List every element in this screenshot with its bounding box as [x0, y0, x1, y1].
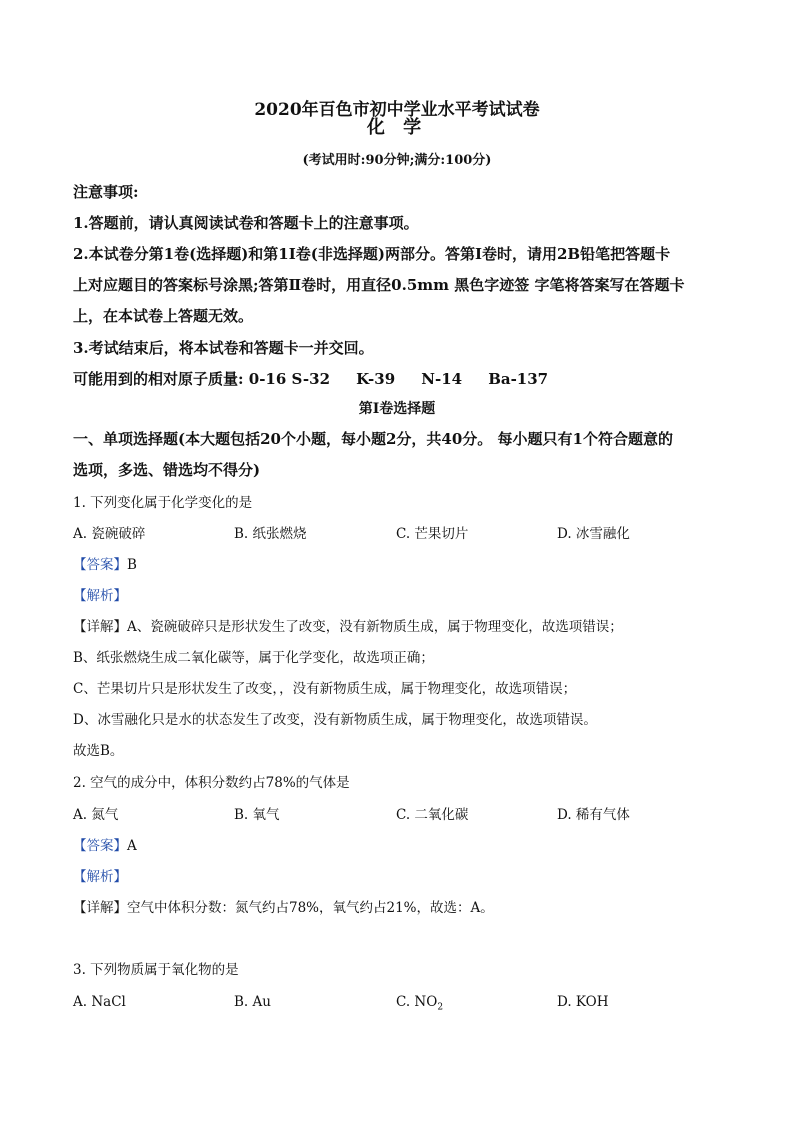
question-1-detail-line-4: D、冰雪融化只是水的状态发生了改变，没有新物质生成，属于物理变化，故选项错误。 [73, 712, 597, 728]
question-1-option-a: A. 瓷碗破碎 [73, 526, 146, 542]
question-1-detail-line-2: B、纸张燃烧生成二氧化碳等，属于化学变化，故选项正确； [73, 650, 434, 666]
notice-item-2-line-3: 上，在本试卷上答题无效。 [73, 307, 254, 325]
option-c-text: C. NO [396, 994, 438, 1010]
notice-item-2-line-1: 2.本试卷分第1卷(选择题)和第1I卷(非选择题)两部分。答第I卷时，请用2B铅笔把答题卡 [73, 245, 671, 263]
question-1-option-d: D. 冰雪融化 [557, 526, 630, 542]
subject-title: 化 学 [366, 117, 428, 138]
question-1-analysis-tag: 【解析】 [73, 588, 127, 604]
exam-info: (考试用时:90分钟;满分:100分) [302, 153, 492, 168]
detail-text: 空气中体积分数：氮气约占78%，氧气约占21%，故选：A。 [127, 900, 494, 916]
question-2-stem: 2. 空气的成分中，体积分数约占78%的气体是 [73, 775, 350, 791]
question-2-option-a: A. 氮气 [73, 807, 119, 823]
section-intro-line-1: 一、单项选择题(本大题包括20个小题，每小题2分，共40分。 每小题只有1个符合题意的 [73, 430, 673, 448]
question-2-detail-line-1 [73, 898, 494, 918]
option-c-subscript: 2 [437, 1002, 444, 1013]
notice-heading: 注意事项: [73, 183, 139, 201]
answer-value: A [127, 838, 137, 854]
question-2-analysis-tag: 【解析】 [73, 869, 127, 885]
question-2-answer [73, 836, 137, 856]
notice-item-2-line-2: 上对应题目的答案标号涂黑;答第Ⅱ卷时，用直径0.5mm 黑色字迹签 字笔将答案写在答题卡 [73, 276, 685, 294]
question-3-stem: 3. 下列物质属于氧化物的是 [73, 962, 239, 978]
answer-tag: 【答案】 [73, 838, 127, 854]
notice-item-3: 3.考试结束后，将本试卷和答题卡一并交回。 [73, 339, 374, 357]
question-1-option-c: C. 芒果切片 [396, 526, 469, 542]
question-3-option-a: A. NaCl [73, 994, 126, 1010]
question-1-detail-line-3: C、芒果切片只是形状发生了改变，，没有新物质生成，属于物理变化，故选项错误； [73, 681, 577, 697]
detail-tag: 【详解】 [73, 900, 127, 916]
answer-value: B [127, 557, 137, 573]
question-3-option-d: D. KOH [557, 994, 609, 1010]
question-2-option-d: D. 稀有气体 [557, 807, 630, 823]
atomic-masses: 可能用到的相对原子质量: 0-16 S-32 K-39 N-14 Ba-137 [73, 370, 549, 388]
notice-item-1: 1.答题前，请认真阅读试卷和答题卡上的注意事项。 [73, 214, 419, 232]
question-3-option-b: B. Au [234, 994, 271, 1010]
question-1-conclusion: 故选B。 [73, 743, 124, 759]
detail-tag: 【详解】 [73, 619, 127, 635]
exam-title: 2020年百色市初中学业水平考试试卷 [254, 100, 540, 120]
section-title: 第I卷选择题 [358, 401, 436, 417]
question-1-stem: 1. 下列变化属于化学变化的是 [73, 495, 253, 511]
question-1-answer [73, 555, 137, 575]
question-2-option-c: C. 二氧化碳 [396, 807, 469, 823]
question-3-option-c [396, 992, 443, 1018]
question-1-detail-line-1 [73, 617, 623, 637]
question-1-option-b: B. 纸张燃烧 [234, 526, 307, 542]
detail-text: A、瓷碗破碎只是形状发生了改变，没有新物质生成，属于物理变化，故选项错误； [127, 619, 623, 635]
question-2-option-b: B. 氧气 [234, 807, 280, 823]
answer-tag: 【答案】 [73, 557, 127, 573]
section-intro-line-2: 选项，多选、错选均不得分) [73, 461, 261, 479]
